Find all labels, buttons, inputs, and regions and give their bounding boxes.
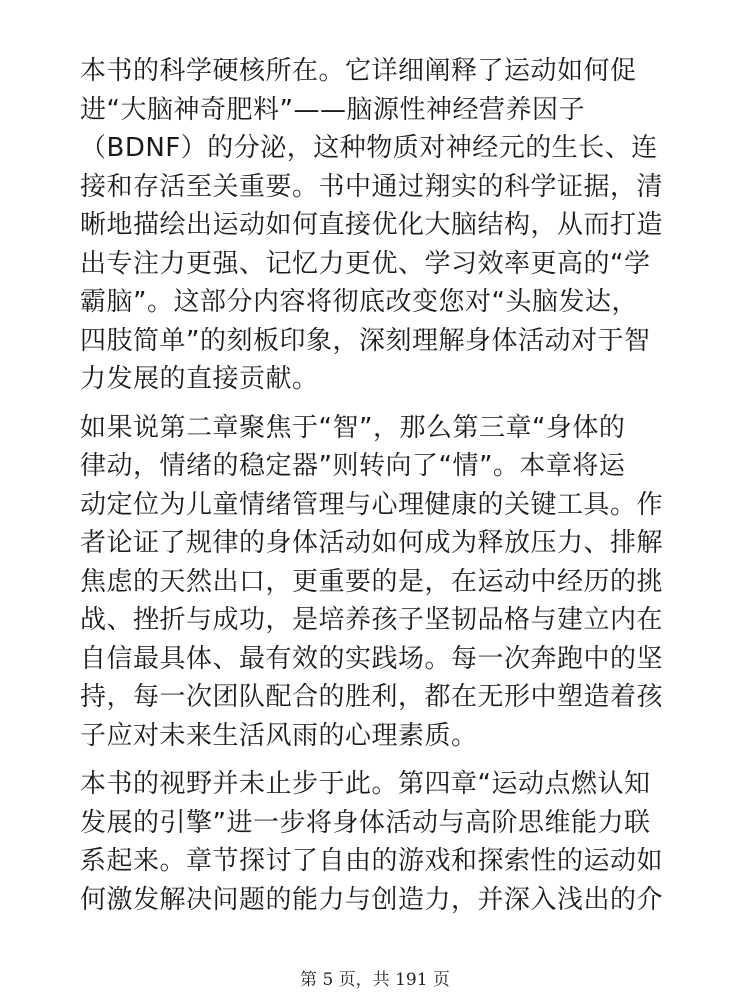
paragraph-2 <box>80 409 680 756</box>
text-line: 者论证了规律的身体活动如何成为释放压力、排解 <box>80 528 664 558</box>
text-line: 霸脑”。这部分内容将彻底改变您对“头脑发达， <box>80 287 638 317</box>
text-line: 本书的视野并未止步于此。第四章“运动点燃认知 <box>80 769 651 799</box>
text-line: 何激发解决问题的能力与创造力，并深入浅出的介 <box>80 884 664 915</box>
paragraph-1 <box>80 52 680 399</box>
text-line: 发展的引擎”进一步将身体活动与高阶思维能力联 <box>80 807 651 838</box>
text-line: 力发展的直接贡献。 <box>80 364 319 394</box>
page-number-footer: 第 5 页，共 191 页 <box>300 970 450 990</box>
text-line: 四肢简单”的刻板印象，深刻理解身体活动对于智 <box>80 325 651 356</box>
text-line: 晰地描绘出运动如何直接优化大脑结构，从而打造 <box>80 210 664 240</box>
text-line: 系起来。章节探讨了自由的游戏和探索性的运动如 <box>80 846 664 876</box>
text-line: 律动，情绪的稳定器”则转向了“情”。本章将运 <box>80 451 626 481</box>
text-line: 接和存活至关重要。书中通过翔实的科学证据，清 <box>80 171 664 202</box>
text-line: 本书的科学硬核所在。它详细阐释了运动如何促 <box>80 56 637 86</box>
text-line: （BDNF）的分泌，这种物质对神经元的生长、连 <box>80 133 658 163</box>
text-line: 自信最具体、最有效的实践场。每一次奔跑中的坚 <box>80 643 664 674</box>
document-body <box>80 52 680 929</box>
text-line: 持，每一次团队配合的胜利，都在无形中塑造着孩 <box>80 682 664 712</box>
text-line: 子应对未来生活风雨的心理素质。 <box>80 720 478 751</box>
paragraph-3 <box>80 765 680 919</box>
text-line: 焦虑的天然出口，更重要的是，在运动中经历的挑 <box>80 566 664 597</box>
text-line: 战、挫折与成功，是培养孩子坚韧品格与建立内在 <box>80 605 664 635</box>
text-line: 动定位为儿童情绪管理与心理健康的关键工具。作 <box>80 489 664 520</box>
text-line: 出专注力更强、记忆力更优、学习效率更高的“学 <box>80 248 651 279</box>
text-line: 如果说第二章聚焦于“智”，那么第三章“身体的 <box>80 412 626 443</box>
text-line: 进“大脑神奇肥料”——脑源性神经营养因子 <box>80 94 585 125</box>
